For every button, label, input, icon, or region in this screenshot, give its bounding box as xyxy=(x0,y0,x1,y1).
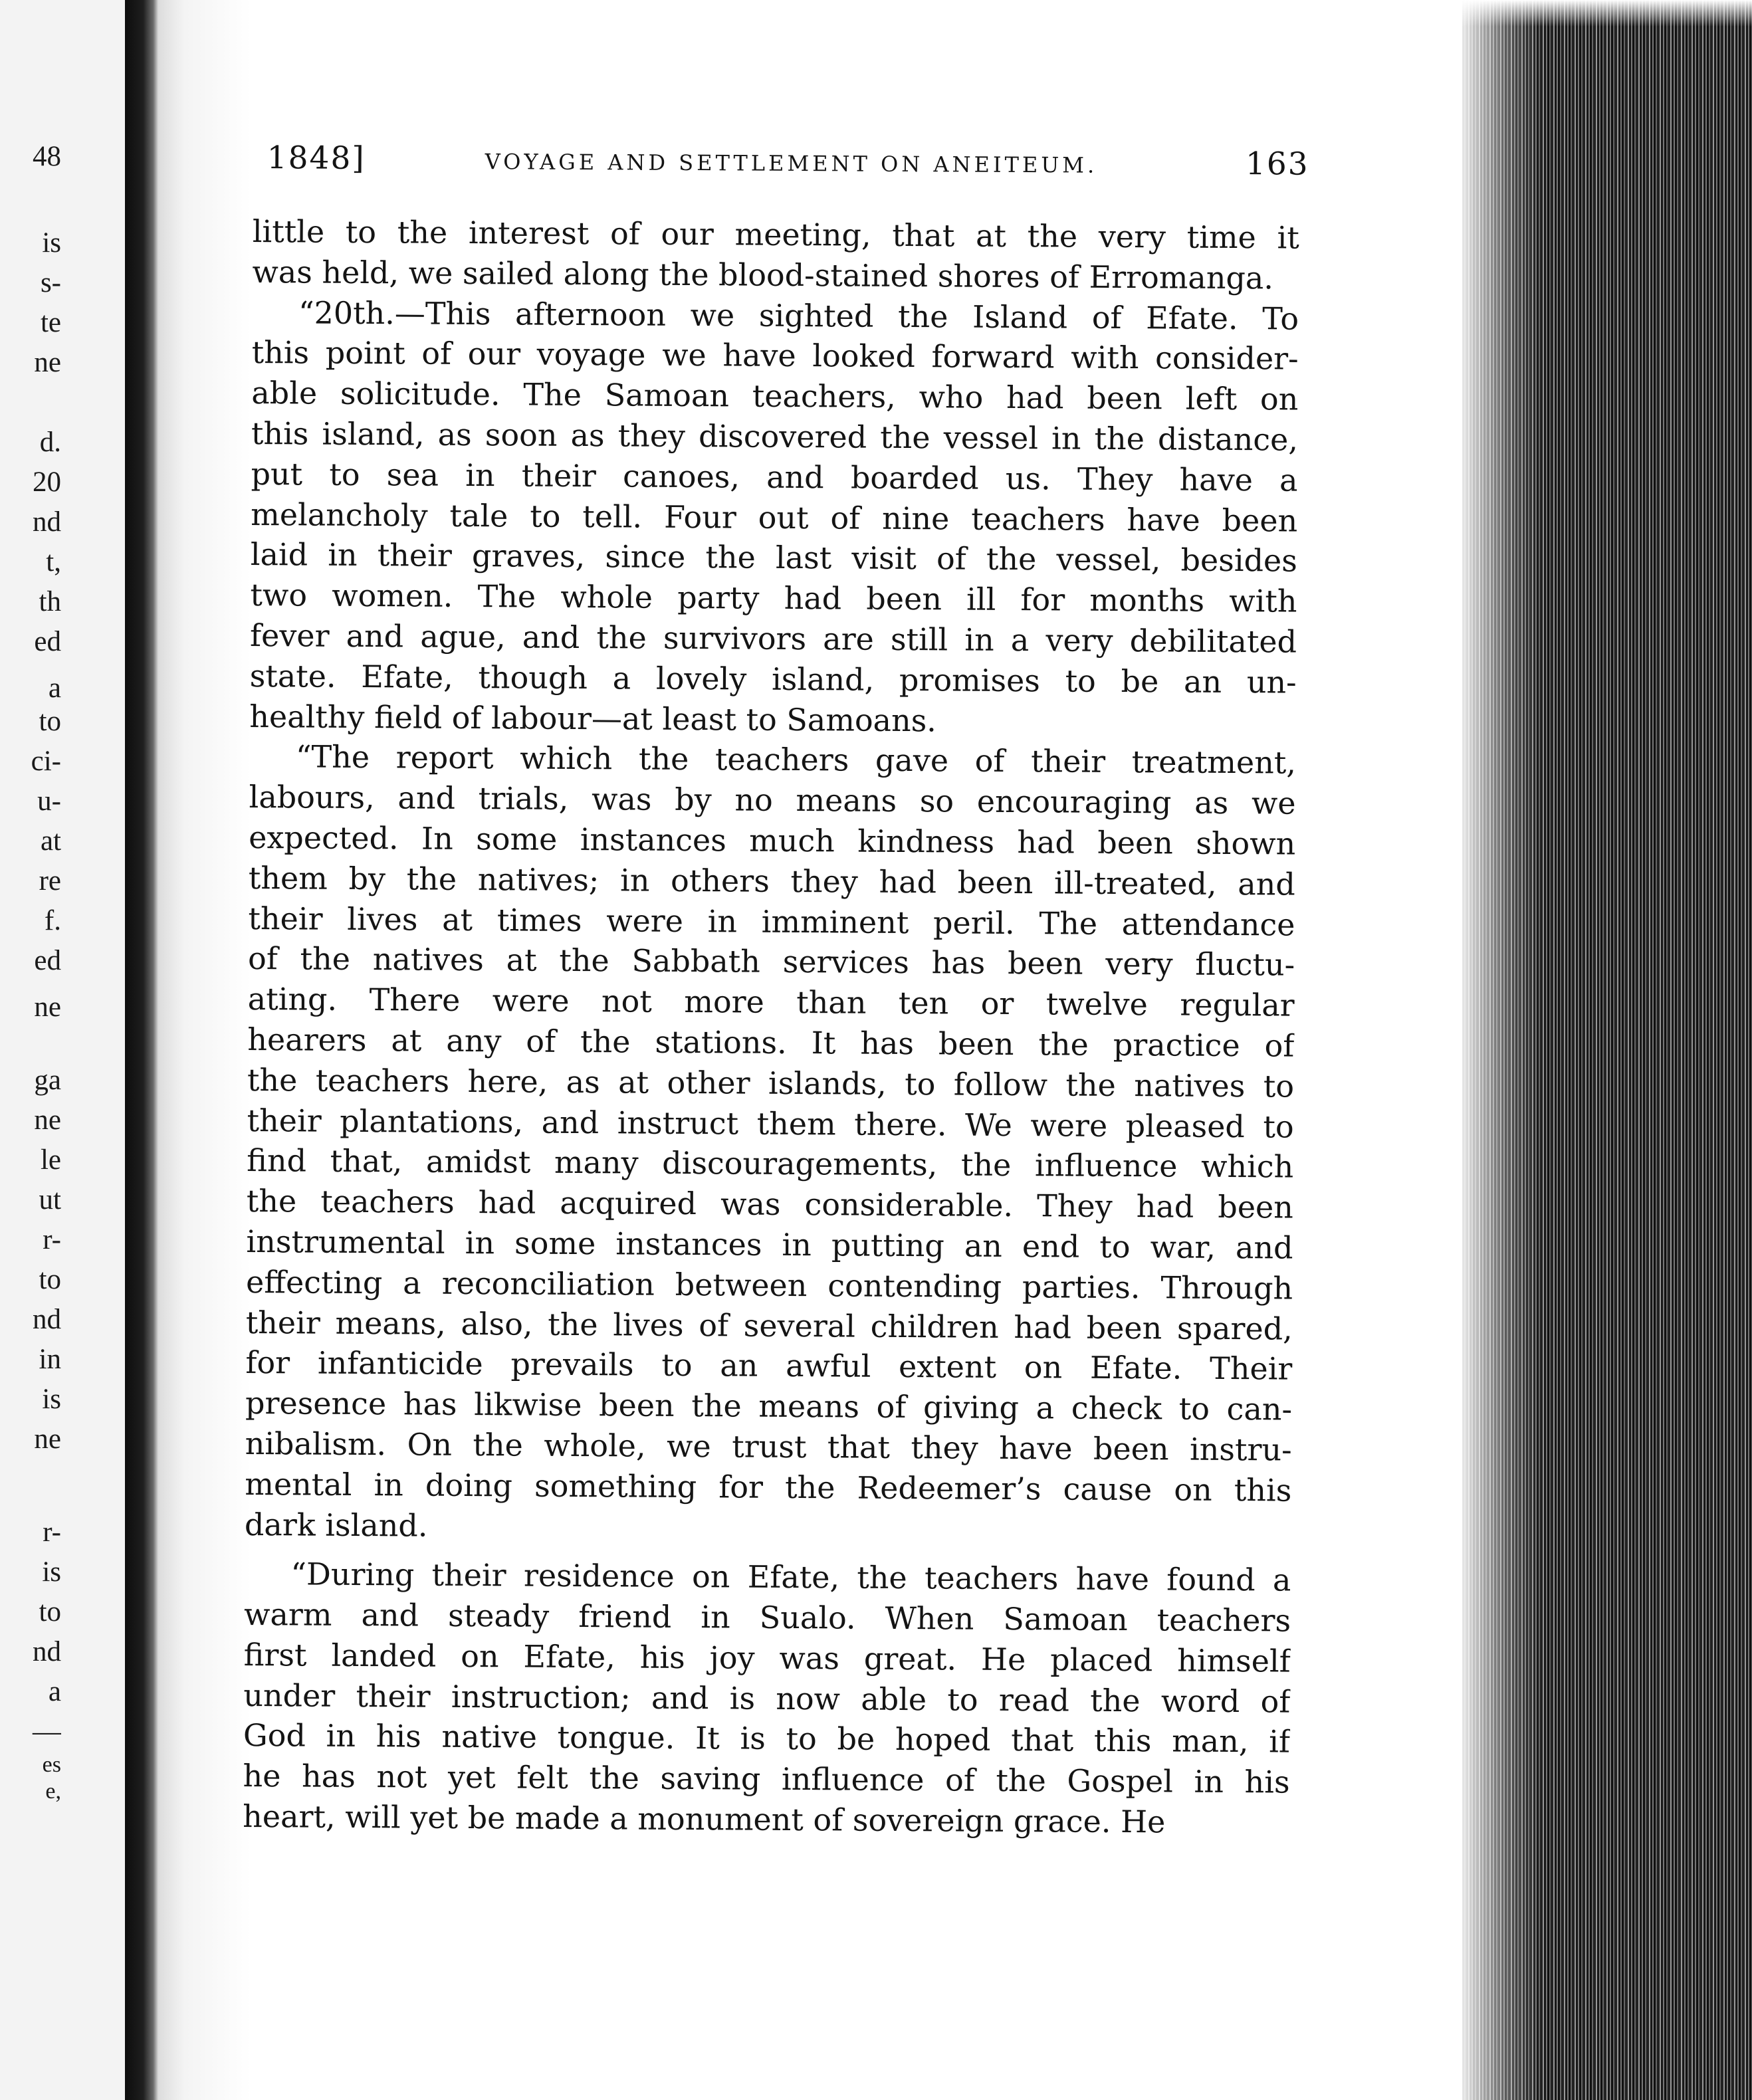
text-line: healthy field of labour—at least to Samoans. xyxy=(249,698,937,738)
text-line: labours, and trials, was by no means so encouraging as we xyxy=(249,779,1296,821)
page-number: 163 xyxy=(1245,146,1309,183)
text-line: laid in their graves, since the last visit of the vessel, besides xyxy=(250,536,1297,579)
facing-page-line-fragment: ga xyxy=(34,1065,61,1096)
facing-page-line-fragment: u- xyxy=(37,786,61,817)
text-line: was held, we sailed along the blood-stained shores of Erromanga. xyxy=(252,253,1274,296)
text-line: the teachers here, as at other islands, to follow the natives to xyxy=(247,1061,1295,1104)
running-header xyxy=(259,128,1309,187)
text-line: little to the interest of our meeting, that at the very time it xyxy=(252,213,1299,256)
facing-page-line-fragment: ed xyxy=(34,626,61,657)
text-line: “During their residence on Efate, the teachers have found a xyxy=(290,1556,1291,1598)
text-line: hearers at any of the stations. It has been the practice of xyxy=(247,1021,1295,1064)
header-year: 1848] xyxy=(267,140,366,177)
text-line: their means, also, the lives of several children had been spared, xyxy=(245,1304,1293,1347)
facing-page-line-fragment: ci- xyxy=(31,746,61,777)
text-line: their plantations, and instruct them there. We were pleased to xyxy=(247,1102,1294,1145)
text-line: of the natives at the Sabbath services has been very fluctu- xyxy=(247,940,1295,983)
text-line: for infanticide prevails to an awful extent on Efate. Their xyxy=(245,1344,1293,1387)
facing-page-line-fragment: nd xyxy=(33,1304,61,1335)
text-line: “The report which the teachers gave of their treatment, xyxy=(295,738,1297,781)
page-edges-shading xyxy=(1462,0,1542,2100)
text-line: he has not yet felt the saving influence of the Gospel in his xyxy=(243,1758,1290,1800)
facing-page-line-fragment: is xyxy=(42,1556,61,1588)
facing-page-line-fragment: t, xyxy=(46,546,61,578)
facing-page-line-fragment: in xyxy=(39,1344,61,1375)
text-line: effecting a reconciliation between contending parties. Through xyxy=(245,1263,1293,1307)
text-line: two women. The whole party had been ill for months with xyxy=(250,577,1297,619)
facing-page-line-fragment: to xyxy=(39,706,61,737)
facing-page-line-fragment: a xyxy=(48,673,61,704)
text-line: instrumental in some instances in putting an end to war, and xyxy=(246,1223,1293,1266)
facing-page-line-fragment: r- xyxy=(43,1517,61,1548)
facing-page-line-fragment: ut xyxy=(39,1184,61,1215)
facing-page-line-fragment: th xyxy=(39,586,61,617)
text-line: this point of our voyage we have looked forward with consider- xyxy=(251,334,1299,377)
text-line: this island, as soon as they discovered the vessel in the distance, xyxy=(251,415,1299,458)
facing-page-line-fragment: 20 xyxy=(33,467,61,498)
text-line: fever and ague, and the survivors are still in a very debilitated xyxy=(249,617,1297,660)
paragraph xyxy=(249,292,1299,743)
body-text xyxy=(243,211,1299,1843)
text-line: mental in doing something for the Redeemer’s cause on this xyxy=(245,1465,1292,1509)
text-line: expected. In some instances much kindness had been shown xyxy=(249,819,1296,862)
facing-page-line-fragment: ne xyxy=(34,1104,61,1136)
facing-page-line-fragment: is xyxy=(42,227,61,259)
text-line: put to sea in their canoes, and boarded us. They have a xyxy=(251,455,1298,498)
facing-page-line-fragment: e, xyxy=(45,1779,61,1804)
facing-page-line-fragment: r- xyxy=(43,1224,61,1255)
facing-page-line-fragment: te xyxy=(40,307,61,338)
facing-page-line-fragment: ed xyxy=(34,945,61,976)
page-edges-top xyxy=(1462,0,1752,27)
text-line: their lives at times were in imminent peril. The attendance xyxy=(248,900,1295,943)
text-line: melancholy tale to tell. Four out of nine teachers have been xyxy=(251,496,1298,539)
text-line: heart, will yet be made a monument of sovereign grace. He xyxy=(243,1798,1166,1840)
text-line: nibalism. On the whole, we trust that they have been instru- xyxy=(245,1425,1292,1468)
facing-page-line-fragment: — xyxy=(33,1716,61,1747)
header-title: VOYAGE AND SETTLEMENT ON ANEITEUM. xyxy=(485,149,1098,178)
text-line: presence has likwise been the means of giving a check to can- xyxy=(245,1385,1293,1427)
text-line: under their instruction; and is now able to read the word of xyxy=(243,1677,1291,1720)
book-gutter xyxy=(125,0,158,2100)
facing-page-line-fragment: nd xyxy=(33,1636,61,1667)
facing-page-line-fragment: is xyxy=(42,1384,61,1415)
facing-page-line-fragment: 48 xyxy=(33,141,61,172)
facing-page-line-fragment: ne xyxy=(34,347,61,378)
facing-page-line-fragment: d. xyxy=(39,427,61,458)
text-line: them by the natives; in others they had been ill-treated, and xyxy=(248,859,1296,902)
text-line: state. Efate, though a lovely island, promises to be an un- xyxy=(249,657,1297,700)
text-line: “20th.—This afternoon we sighted the Island of Efate. To xyxy=(298,294,1299,337)
text-line: first landed on Efate, his joy was great. He placed himself xyxy=(243,1636,1291,1679)
paragraph xyxy=(243,1554,1291,1843)
facing-page-line-fragment: to xyxy=(39,1596,61,1628)
facing-page-line-fragment: a xyxy=(48,1676,61,1707)
facing-page-line-fragment: nd xyxy=(33,506,61,538)
facing-page-line-fragment: s- xyxy=(40,267,61,298)
facing-page-line-fragment: ne xyxy=(34,1423,61,1455)
facing-page-line-fragment: f. xyxy=(44,905,61,936)
facing-page-line-fragment: le xyxy=(40,1144,61,1176)
facing-page-text xyxy=(0,0,61,2100)
text-line: able solicitude. The Samoan teachers, who had been left on xyxy=(251,375,1299,417)
text-line: dark island. xyxy=(244,1506,428,1544)
facing-page-line-fragment: re xyxy=(39,865,61,896)
text-line: ating. There were not more than ten or twelve regular xyxy=(247,981,1295,1023)
facing-page-line-fragment: to xyxy=(39,1264,61,1295)
paragraph xyxy=(252,211,1299,298)
facing-page-line-fragment: ne xyxy=(34,992,61,1023)
paragraph xyxy=(245,736,1296,1551)
text-line: find that, amidst many discouragements, the influence which xyxy=(247,1142,1294,1185)
text-line: God in his native tongue. It is to be hoped that this man, if xyxy=(243,1717,1291,1760)
text-line: warm and steady friend in Sualo. When Samoan teachers xyxy=(243,1596,1291,1639)
facing-page-line-fragment: at xyxy=(40,825,61,857)
facing-page-line-fragment: es xyxy=(42,1752,61,1777)
text-line: the teachers had acquired was considerable. They had been xyxy=(246,1183,1294,1225)
